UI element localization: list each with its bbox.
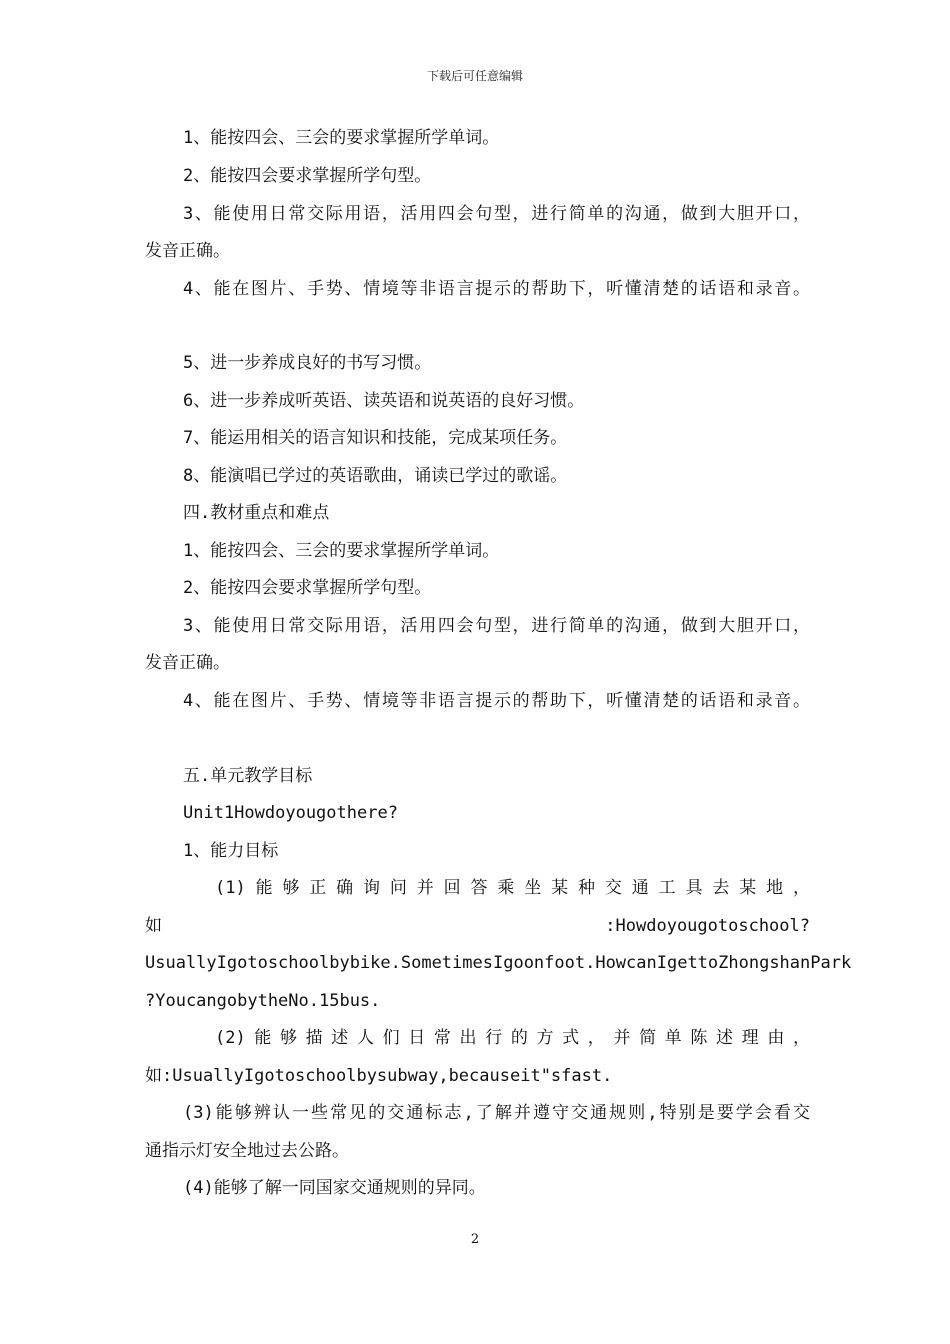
page-header: 下载后可任意编辑 (426, 69, 523, 83)
goal-1-example-line: ?YoucangobytheNo.15bus. (145, 991, 381, 1011)
goal-1-example-line (145, 914, 810, 938)
list-item-continuation: 发音正确。 (145, 241, 230, 261)
unit-title: Unit1Howdoyougothere? (183, 803, 398, 823)
list-item: 1、能按四会、三会的要求掌握所学单词。 (183, 541, 500, 561)
list-item: 6、进一步养成听英语、读英语和说英语的良好习惯。 (183, 391, 585, 411)
list-item: 4、能在图片、手势、情境等非语言提示的帮助下，听懂清楚的话语和录音。 (183, 691, 810, 711)
goal-1-line: (1)能够正确询问并回答乘坐某种交通工具去某地， (215, 878, 810, 898)
list-item: 1、能按四会、三会的要求掌握所学单词。 (183, 128, 500, 148)
list-item: 2、能按四会要求掌握所学句型。 (183, 166, 432, 186)
goal-1-example-line: UsuallyIgotoschoolbybike.SometimesIgoonfoot.HowcanIgettoZhongshanPark (145, 953, 852, 973)
list-item: 4、能在图片、手势、情境等非语言提示的帮助下，听懂清楚的话语和录音。 (183, 279, 810, 299)
section-heading: 五.单元教学目标 (183, 766, 313, 786)
goal-2-line: (2)能够描述人们日常出行的方式，并简单陈述理由， (215, 1028, 810, 1048)
section-heading: 四.教材重点和难点 (183, 503, 330, 523)
goal-1-example-sentence: :Howdoyougotoschool? (605, 916, 810, 936)
page-number: 2 (470, 1232, 480, 1247)
goal-1-example-prefix: 如 (145, 916, 162, 936)
goal-4-line: (4)能够了解一同国家交通规则的异同。 (183, 1178, 486, 1198)
list-item: 8、能演唱已学过的英语歌曲，诵读已学过的歌谣。 (183, 466, 568, 486)
sub-heading: 1、能力目标 (183, 841, 279, 861)
goal-2-example-line: 如:UsuallyIgotoschoolbysubway,becauseit"sfast. (145, 1066, 613, 1086)
list-item: 7、能运用相关的语言知识和技能，完成某项任务。 (183, 428, 568, 448)
goal-3-line: (3)能够辨认一些常见的交通标志,了解并遵守交通规则,特别是要学会看交 (183, 1103, 810, 1123)
goal-3-line-continuation: 通指示灯安全地过去公路。 (145, 1141, 349, 1161)
list-item: 3、能使用日常交际用语，活用四会句型，进行简单的沟通，做到大胆开口， (183, 204, 810, 224)
list-item: 2、能按四会要求掌握所学句型。 (183, 578, 432, 598)
list-item-continuation: 发音正确。 (145, 653, 230, 673)
list-item: 3、能使用日常交际用语，活用四会句型，进行简单的沟通，做到大胆开口， (183, 616, 810, 636)
list-item: 5、进一步养成良好的书写习惯。 (183, 353, 432, 373)
